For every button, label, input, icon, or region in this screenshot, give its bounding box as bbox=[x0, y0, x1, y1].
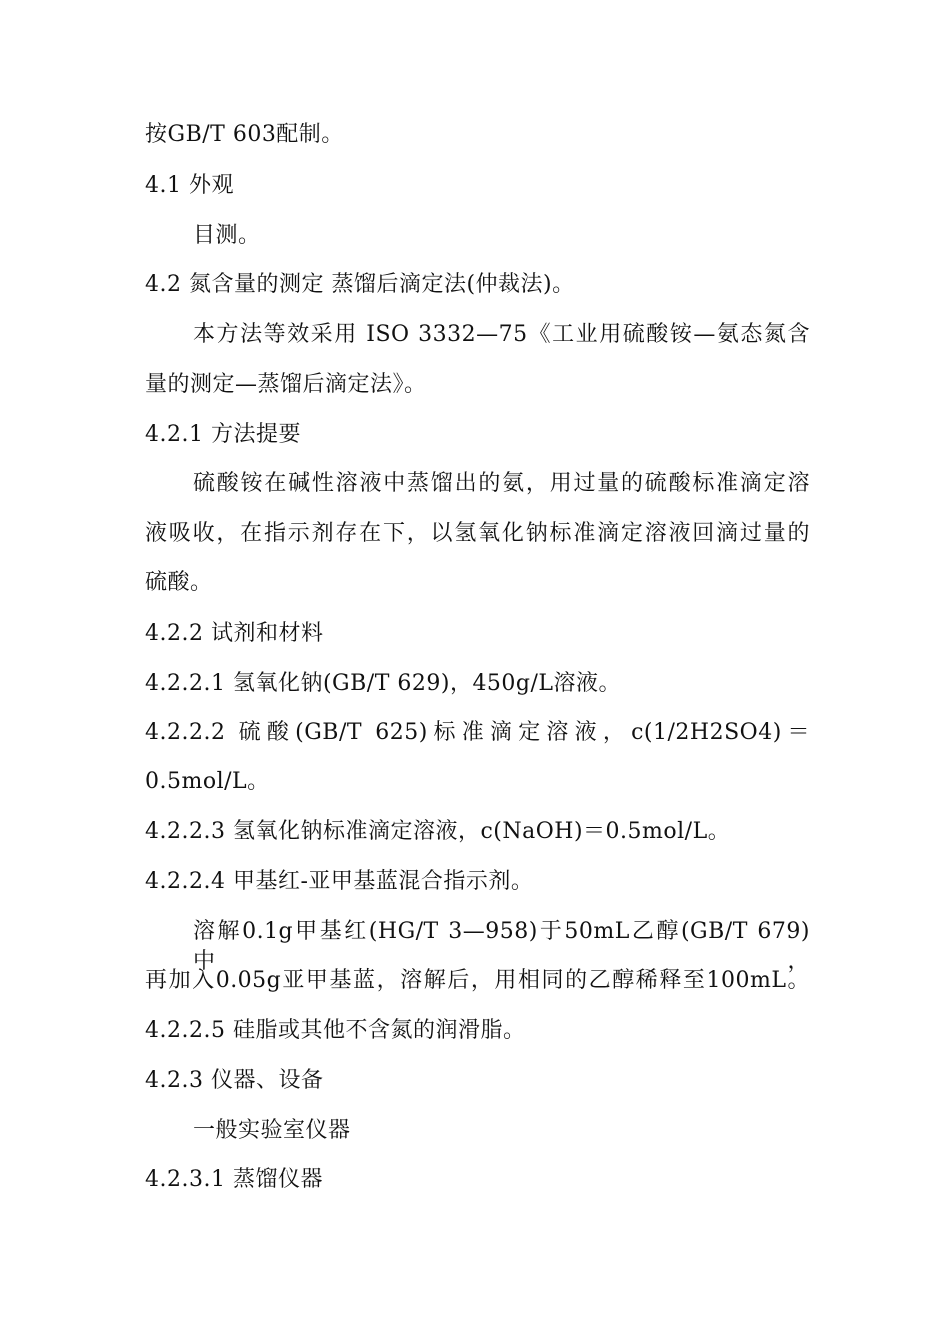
section-heading-4-2-3-1: 4.2.3.1 蒸馏仪器 bbox=[145, 1167, 323, 1192]
section-heading-4-2-1: 4.2.1 方法提要 bbox=[145, 422, 301, 447]
item-4-2-2-1: 4.2.2.1 氢氧化钠(GB/T 629)，450g/L溶液。 bbox=[145, 671, 622, 696]
section-heading-4-2-3: 4.2.3 仪器、设备 bbox=[145, 1068, 324, 1093]
section-heading-4-2-2: 4.2.2 试剂和材料 bbox=[145, 621, 324, 646]
text-line-8: 硫酸铵在碱性溶液中蒸馏出的氨，用过量的硫酸标准滴定溶 bbox=[193, 471, 810, 496]
text-line-21: 一般实验室仪器 bbox=[193, 1118, 351, 1143]
section-heading-4-1: 4.1 外观 bbox=[145, 173, 234, 198]
item-4-2-2-5: 4.2.2.5 硅脂或其他不含氮的润滑脂。 bbox=[145, 1018, 526, 1043]
text-line-17: 溶解0.1g甲基红(HG/T 3—958)于50mL乙醇(GB/T 679)中， bbox=[193, 919, 810, 974]
text-line-14: 0.5mol/L。 bbox=[145, 769, 270, 794]
text-line-1: 按GB/T 603配制。 bbox=[145, 122, 344, 147]
section-heading-4-2: 4.2 氮含量的测定 蒸馏后滴定法(仲裁法)。 bbox=[145, 272, 575, 297]
text-line-3: 目测。 bbox=[193, 223, 261, 248]
item-4-2-2-3: 4.2.2.3 氢氧化钠标准滴定溶液，c(NaOH)＝0.5mol/L。 bbox=[145, 819, 731, 844]
item-4-2-2-2: 4.2.2.2 硫酸(GB/T 625)标准滴定溶液，c(1/2H2SO4)＝ bbox=[145, 720, 810, 745]
text-line-9: 液吸收，在指示剂存在下，以氢氧化钠标准滴定溶液回滴过量的 bbox=[145, 521, 810, 546]
text-line-6: 量的测定—蒸馏后滴定法》。 bbox=[145, 372, 427, 397]
text-line-10: 硫酸。 bbox=[145, 570, 213, 595]
text-line-5: 本方法等效采用 ISO 3332—75《工业用硫酸铵—氨态氮含 bbox=[193, 322, 810, 347]
item-4-2-2-4: 4.2.2.4 甲基红-亚甲基蓝混合指示剂。 bbox=[145, 869, 534, 894]
text-line-18: 再加入0.05g亚甲基蓝，溶解后，用相同的乙醇稀释至100mL。 bbox=[145, 968, 810, 993]
